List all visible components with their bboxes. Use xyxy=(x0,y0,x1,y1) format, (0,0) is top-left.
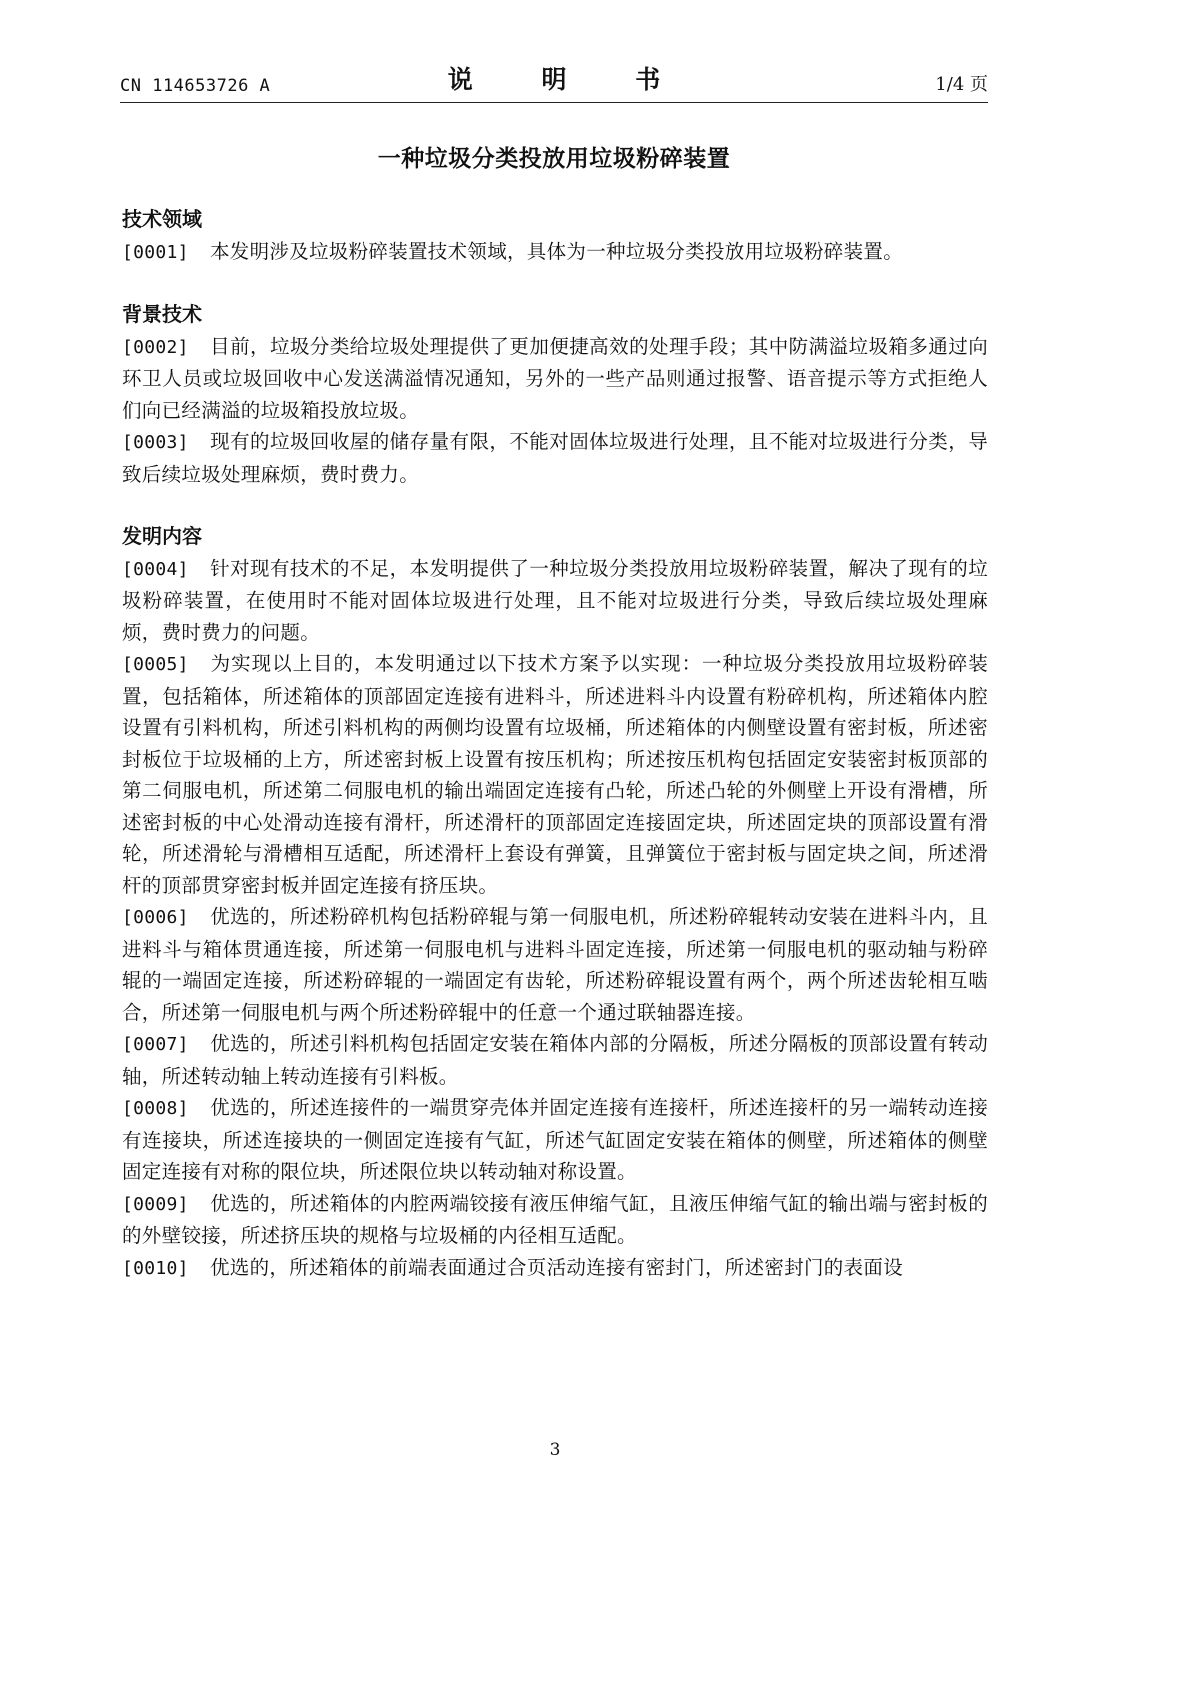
paragraph xyxy=(122,331,988,427)
paragraph-number: [0001] xyxy=(122,241,189,263)
page-header xyxy=(120,62,988,103)
paragraph xyxy=(122,1252,988,1285)
document-body xyxy=(122,204,988,1284)
page-number: 3 xyxy=(549,1440,561,1460)
document-type-title: 说 明 书 xyxy=(447,65,691,94)
paragraph xyxy=(122,1092,988,1188)
section-heading: 发明内容 xyxy=(122,524,202,548)
paragraph-number: [0010] xyxy=(122,1257,189,1279)
paragraph-number: [0003] xyxy=(122,432,189,453)
invention-title: 一种垃圾分类投放用垃圾粉碎装置 xyxy=(377,146,731,172)
paragraph-text: 本发明涉及垃圾粉碎装置技术领域，具体为一种垃圾分类投放用垃圾粉碎装置。 xyxy=(210,239,904,263)
paragraph-text: 优选的，所述连接件的一端贯穿壳体并固定连接有连接杆，所述连接杆的另一端转动连接有连接块，所述连接块的一侧固定连接有气缸，所述气缸固定安装在箱体的侧壁，所述箱体的侧壁固定连接有对称的限位块，所述限位块以转动轴对称设置。 xyxy=(122,1096,988,1183)
paragraph-number: [0009] xyxy=(122,1193,189,1215)
publication-number: CN 114653726 A xyxy=(120,76,271,96)
paragraph xyxy=(122,648,988,901)
section-heading: 背景技术 xyxy=(122,302,202,326)
paragraph-text: 目前，垃圾分类给垃圾处理提供了更加便捷高效的处理手段；其中防满溢垃圾箱多通过向环卫人员或垃圾回收中心发送满溢情况通知，另外的一些产品则通过报警、语音提示等方式拒绝人们向已经满溢的垃圾箱投放垃圾。 xyxy=(122,334,988,422)
paragraph xyxy=(122,426,988,490)
paragraph xyxy=(122,236,988,269)
paragraph-number: [0008] xyxy=(122,1098,189,1119)
paragraph xyxy=(122,1188,988,1252)
paragraph-text: 优选的，所述箱体的内腔两端铰接有液压伸缩气缸，且液压伸缩气缸的输出端与密封板的的外壁铰接，所述挤压块的规格与垃圾桶的内径相互适配。 xyxy=(122,1191,988,1247)
paragraph-number: [0006] xyxy=(122,907,189,928)
paragraph-text: 优选的，所述引料机构包括固定安装在箱体内部的分隔板，所述分隔板的顶部设置有转动轴，所述转动轴上转动连接有引料板。 xyxy=(122,1032,988,1088)
paragraph-text: 优选的，所述箱体的前端表面通过合页活动连接有密封门，所述密封门的表面设 xyxy=(210,1255,904,1279)
section-background-art xyxy=(122,299,988,490)
paragraph xyxy=(122,553,988,649)
paragraph-number: [0004] xyxy=(122,558,189,580)
paragraph-text: 现有的垃圾回收屋的储存量有限，不能对固体垃圾进行处理，且不能对垃圾进行分类，导致后续垃圾处理麻烦，费时费力。 xyxy=(122,430,988,486)
section-summary xyxy=(122,521,988,1284)
page-indicator: 1/4 页 xyxy=(935,74,988,95)
paragraph-number: [0002] xyxy=(122,336,189,358)
paragraph-text: 为实现以上目的，本发明通过以下技术方案予以实现：一种垃圾分类投放用垃圾粉碎装置，包括箱体，所述箱体的顶部固定连接有进料斗，所述进料斗内设置有粉碎机构，所述箱体内腔设置有引料机构，所述引料机构的两侧均设置有垃圾桶，所述箱体的内侧壁设置有密封板，所述密封板位于垃圾桶的上方，所述密封板上设置有按压机构；所述按压机构包括固定安装密封板顶部的第二伺服电机，所述第二伺服电机的输出端固定连接有凸轮，所述凸轮的外侧壁上开设有滑槽，所述密封板的中心处滑动连接有滑杆，所述滑杆的顶部固定连接固定块，所述固定块的顶部设置有滑轮，所述滑轮与滑槽相互适配，所述滑杆上套设有弹簧，且弹簧位于密封板与固定块之间，所述滑杆的顶部贯穿密封板并固定连接有挤压块。 xyxy=(122,652,988,897)
paragraph xyxy=(122,1028,988,1092)
paragraph-number: [0007] xyxy=(122,1034,189,1055)
section-heading: 技术领域 xyxy=(122,207,202,231)
section-technical-field xyxy=(122,204,988,268)
paragraph-number: [0005] xyxy=(122,654,189,675)
paragraph-text: 优选的，所述粉碎机构包括粉碎辊与第一伺服电机，所述粉碎辊转动安装在进料斗内，且进料斗与箱体贯通连接，所述第一伺服电机与进料斗固定连接，所述第一伺服电机的驱动轴与粉碎辊的一端固定连接，所述粉碎辊的一端固定有齿轮，所述粉碎辊设置有两个，两个所述齿轮相互啮合，所述第一伺服电机与两个所述粉碎辊中的任意一个通过联轴器连接。 xyxy=(122,905,988,1024)
paragraph xyxy=(122,901,988,1028)
paragraph-text: 针对现有技术的不足，本发明提供了一种垃圾分类投放用垃圾粉碎装置，解决了现有的垃圾粉碎装置，在使用时不能对固体垃圾进行处理，且不能对垃圾进行分类，导致后续垃圾处理麻烦，费时费力的问题。 xyxy=(122,556,988,644)
